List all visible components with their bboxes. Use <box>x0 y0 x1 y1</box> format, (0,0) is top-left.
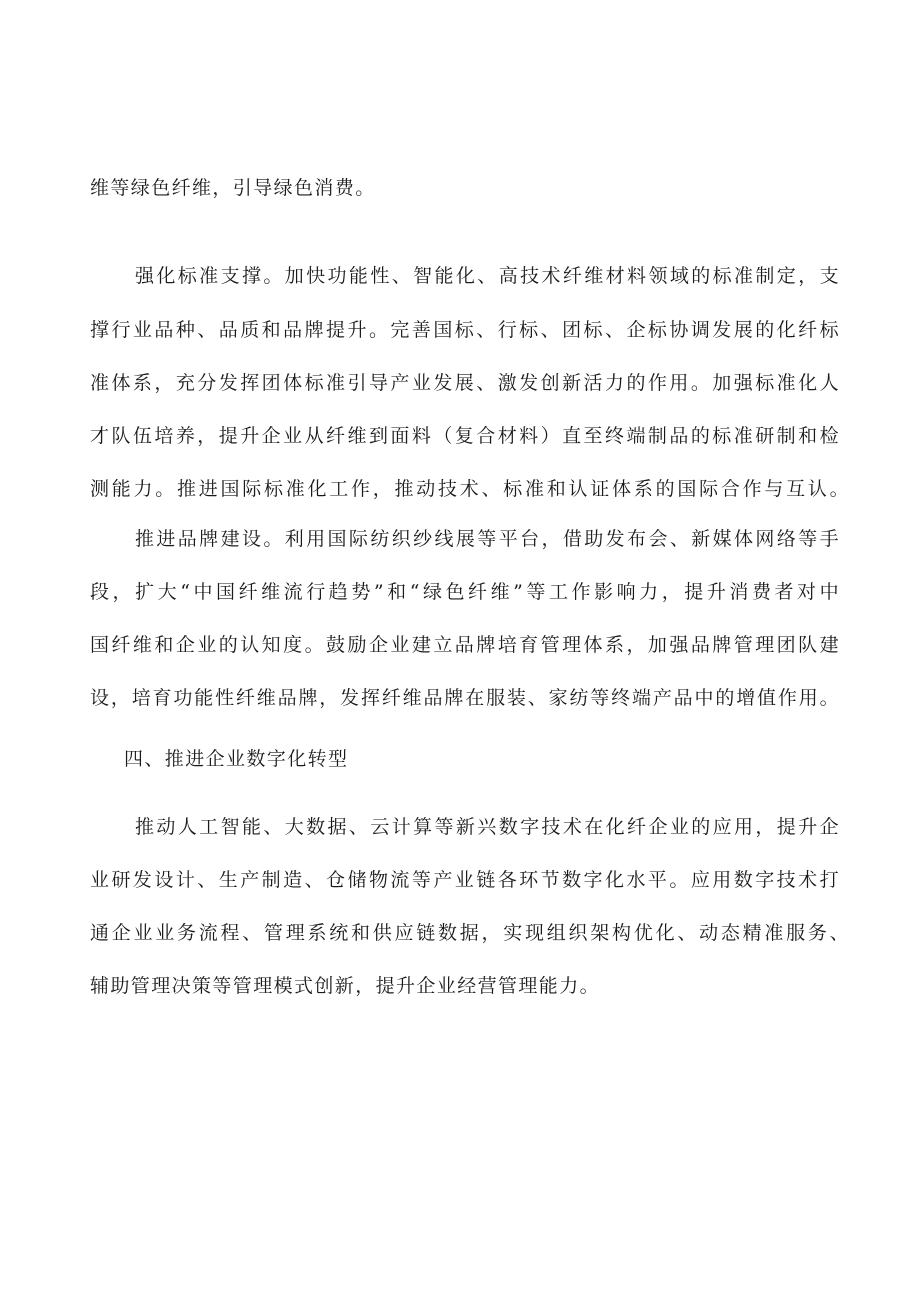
text-line: 辅助管理决策等管理模式创新，提升企业经营管理能力。 <box>90 975 601 997</box>
text-line: 通企业业务流程、管理系统和供应链数据，实现组织架构优化、动态精准服务、 <box>90 922 850 944</box>
text-line: 撑行业品种、品质和品牌提升。完善国标、行标、团标、企标协调发展的化纤标 <box>90 319 840 341</box>
text-line: 强化标准支撑。加快功能性、智能化、高技术纤维材料领域的标准制定，支 <box>135 265 840 287</box>
text-line: 国纤维和企业的认知度。鼓励企业建立品牌培育管理体系，加强品牌管理团队建 <box>90 634 840 656</box>
text-line: 设，培育功能性纤维品牌，发挥纤维品牌在服装、家纺等终端产品中的增值作用。 <box>90 687 840 709</box>
text-line: 才队伍培养，提升企业从纤维到面料（复合材料）直至终端制品的标准研制和检 <box>90 425 840 447</box>
text-line: 段，扩大“中国纤维流行趋势”和“绿色纤维”等工作影响力，提升消费者对中 <box>90 581 840 603</box>
text-line: 准体系，充分发挥团体标准引导产业发展、激发创新活力的作用。加强标准化人 <box>90 372 840 394</box>
text-line: 维等绿色纤维，引导绿色消费。 <box>90 177 376 199</box>
text-line: 推进品牌建设。利用国际纺织纱线展等平台，借助发布会、新媒体网络等手 <box>135 528 840 550</box>
section-heading: 四、推进企业数字化转型 <box>124 748 349 770</box>
text-line: 推动人工智能、大数据、云计算等新兴数字技术在化纤企业的应用，提升企 <box>135 816 840 838</box>
text-line: 业研发设计、生产制造、仓储物流等产业链各环节数字化水平。应用数字技术打 <box>90 869 840 891</box>
text-line: 测能力。推进国际标准化工作，推动技术、标准和认证体系的国际合作与互认。 <box>90 478 850 500</box>
